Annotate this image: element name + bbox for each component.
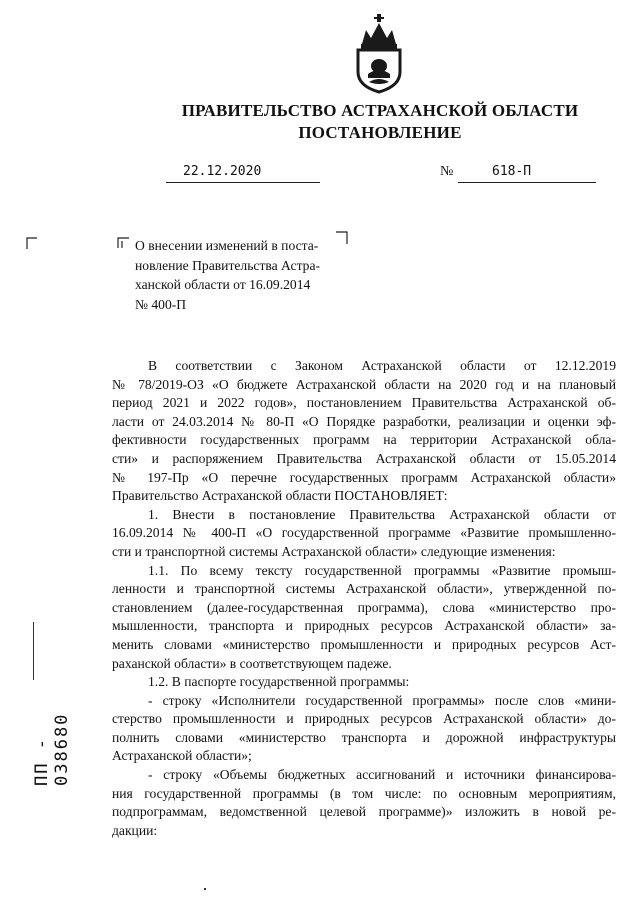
body-line: № 197-Пр «О перечне государственных программ Астраханской области» xyxy=(112,469,616,485)
body-line: фективности государственных программ на территории Астраханской обла- xyxy=(112,432,616,448)
body-line: ленности и транспортной системы Астраханской области», утвержденной по- xyxy=(112,581,616,597)
body-line: дакции: xyxy=(112,822,158,838)
date-underline xyxy=(166,182,320,183)
body-line: - строку «Объемы бюджетных ассигнований и источники финансирова- xyxy=(148,767,616,783)
corner-mark-subject-start xyxy=(117,237,131,249)
subject-block xyxy=(135,236,347,314)
body-line: Правительство Астраханской области ПОСТАНОВЛЯЕТ: xyxy=(112,488,448,504)
scan-dot xyxy=(204,888,206,890)
body-line: полнить словами «министерство транспорта и дорожной инфраструктуры xyxy=(112,729,616,745)
subject-line: ханской области от 16.09.2014 xyxy=(135,277,311,292)
body-line: - строку «Исполнители государственной программы» после слов «мини- xyxy=(148,692,616,708)
body-line: сти и транспортной системы Астраханской области» следующие изменения: xyxy=(112,543,556,559)
number-underline xyxy=(458,182,596,183)
body-line: мышленности, транспорта и природных ресурсов Астраханской области» за- xyxy=(112,618,616,634)
body-line: период 2021 и 2022 годов», постановлением Правительства Астраханской об- xyxy=(112,395,616,411)
body-line: раханской области» в соответствующем падеже. xyxy=(112,655,392,671)
body-line: становлением (далее-государственная программа), слова «министерство про- xyxy=(112,599,616,615)
body-line: Астраханской области»; xyxy=(112,748,252,764)
subject-line: О внесении изменений в поста- xyxy=(135,238,319,253)
org-name: ПРАВИТЕЛЬСТВО АСТРАХАНСКОЙ ОБЛАСТИ xyxy=(181,101,579,120)
body-line: ния государственной программы (в том числе: по основным мероприятиям, xyxy=(112,785,616,801)
coat-of-arms-icon xyxy=(352,14,406,94)
body-line: 1. Внести в постановление Правительства Астраханской области от xyxy=(148,506,616,522)
doc-type: ПОСТАНОВЛЕНИЕ xyxy=(298,123,462,142)
body-line: стерство промышленности и природных ресурсов Астраханской области» до- xyxy=(112,711,616,727)
subject-line: № 400-П xyxy=(135,296,187,312)
body-line: сти» и распоряжением Правительства Астраханской области от 15.05.2014 xyxy=(112,450,616,466)
body-line: № 78/2019-ОЗ «О бюджете Астраханской области на 2020 год и на плановый xyxy=(112,376,616,392)
body-line: 1.1. По всему тексту государственной программы «Развитие промыш- xyxy=(148,562,616,578)
doc-date: 22.12.2020 xyxy=(183,164,262,179)
registration-stamp: ПП - 038680 xyxy=(32,712,72,786)
body-line: ласти от 24.03.2014 № 80-П «О Порядке разработки, реализации и оценки эф- xyxy=(112,413,616,429)
body-line: менить словами «министерство промышленности и природных ресурсов Аст- xyxy=(112,636,616,652)
doc-number: 618-П xyxy=(492,164,532,179)
subject-line: новление Правительства Астра- xyxy=(135,257,321,273)
corner-mark-left xyxy=(26,237,38,249)
body-line: подпрограммам, ведомственной целевой программе)» изложить в новой ре- xyxy=(112,804,616,820)
body-line: 16.09.2014 № 400-П «О государственной программе «Развитие промышленно- xyxy=(112,525,616,541)
body-line: 1.2. В паспорте государственной программы: xyxy=(148,674,410,690)
body-text xyxy=(112,357,616,840)
number-label: № xyxy=(440,164,454,179)
body-line: В соответствии с Законом Астраханской области от 12.12.2019 xyxy=(148,358,616,373)
